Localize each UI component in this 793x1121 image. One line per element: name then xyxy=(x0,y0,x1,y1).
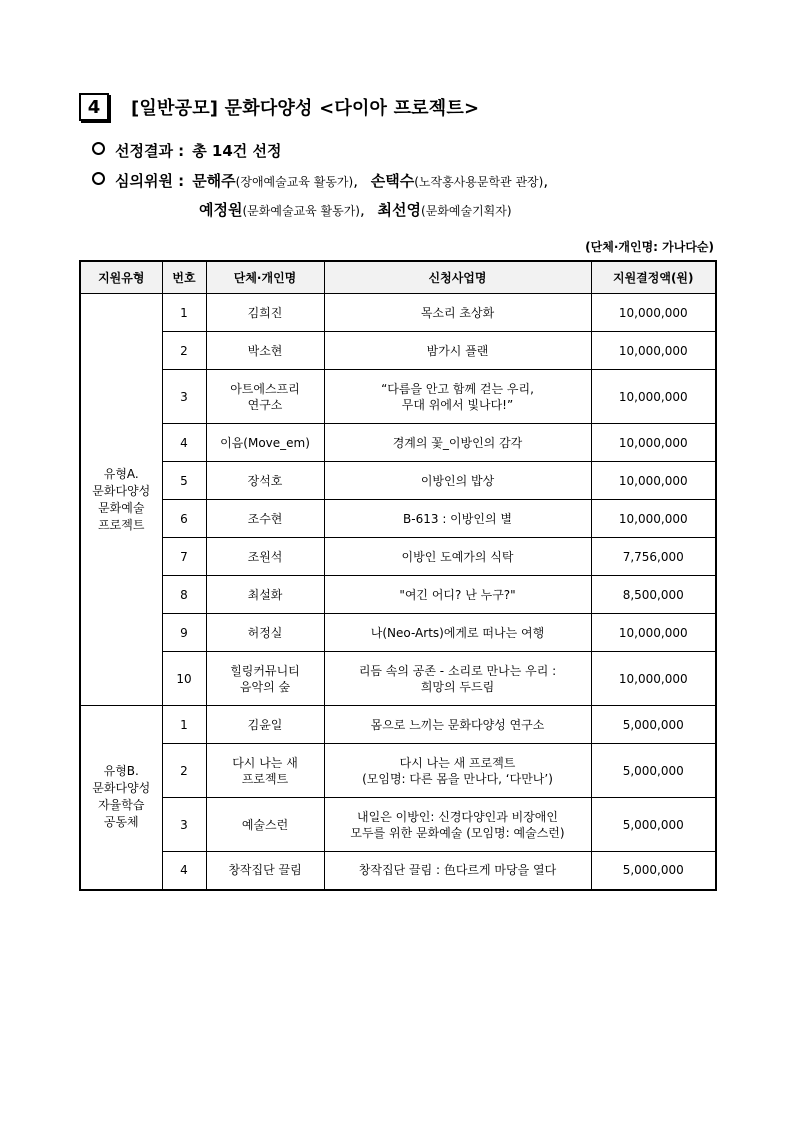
header-amount: 지원결정액(원) xyxy=(591,261,716,294)
table-body xyxy=(80,294,716,890)
section-number: 4 xyxy=(79,93,109,121)
row-project-cell: 경계의 꽃_이방인의 감각 xyxy=(324,424,591,462)
header-name: 단체·개인명 xyxy=(206,261,324,294)
row-number-cell: 4 xyxy=(162,852,206,890)
row-amount-cell: 10,000,000 xyxy=(591,462,716,500)
row-project-cell: 이방인 도예가의 식탁 xyxy=(324,538,591,576)
row-name-cell: 최설화 xyxy=(206,576,324,614)
section-heading xyxy=(79,93,479,121)
header-number: 번호 xyxy=(162,261,206,294)
row-amount-cell: 10,000,000 xyxy=(591,294,716,332)
table-row xyxy=(80,852,716,890)
row-amount-cell: 5,000,000 xyxy=(591,798,716,852)
row-name-cell: 아트에스프리 연구소 xyxy=(206,370,324,424)
row-name-cell: 창작집단 끌림 xyxy=(206,852,324,890)
table-row xyxy=(80,370,716,424)
table-row xyxy=(80,462,716,500)
table-row xyxy=(80,332,716,370)
header-type: 지원유형 xyxy=(80,261,162,294)
row-name-cell: 힐링커뮤니티 음악의 숲 xyxy=(206,652,324,706)
row-number-cell: 2 xyxy=(162,332,206,370)
table-row xyxy=(80,614,716,652)
result-label: 선정결과 : xyxy=(115,142,185,160)
row-name-cell: 조원석 xyxy=(206,538,324,576)
row-number-cell: 5 xyxy=(162,462,206,500)
row-name-cell: 박소현 xyxy=(206,332,324,370)
row-number-cell: 3 xyxy=(162,370,206,424)
row-project-cell: 밤가시 플랜 xyxy=(324,332,591,370)
row-amount-cell: 10,000,000 xyxy=(591,332,716,370)
result-line xyxy=(92,140,281,161)
row-number-cell: 3 xyxy=(162,798,206,852)
row-number-cell: 4 xyxy=(162,424,206,462)
sort-note: (단체·개인명: 가나다순) xyxy=(585,240,714,254)
row-project-cell: 목소리 초상화 xyxy=(324,294,591,332)
row-amount-cell: 7,756,000 xyxy=(591,538,716,576)
table-row xyxy=(80,500,716,538)
table-header-row xyxy=(80,261,716,294)
row-amount-cell: 10,000,000 xyxy=(591,370,716,424)
table-row xyxy=(80,798,716,852)
table-row xyxy=(80,576,716,614)
row-amount-cell: 10,000,000 xyxy=(591,614,716,652)
header-project: 신청사업명 xyxy=(324,261,591,294)
table-row xyxy=(80,424,716,462)
row-project-cell: B-613 : 이방인의 별 xyxy=(324,500,591,538)
row-project-cell: 몸으로 느끼는 문화다양성 연구소 xyxy=(324,706,591,744)
row-amount-cell: 5,000,000 xyxy=(591,852,716,890)
row-project-cell: 나(Neo-Arts)에게로 떠나는 여행 xyxy=(324,614,591,652)
row-name-cell: 예술스런 xyxy=(206,798,324,852)
table-row xyxy=(80,706,716,744)
row-name-cell: 김윤일 xyxy=(206,706,324,744)
row-project-cell: “다름을 안고 함께 걷는 우리, 무대 위에서 빛나다!” xyxy=(324,370,591,424)
row-project-cell: 이방인의 밥상 xyxy=(324,462,591,500)
section-title: [일반공모] 문화다양성 <다이아 프로젝트> xyxy=(131,98,480,119)
row-name-cell: 허정실 xyxy=(206,614,324,652)
row-number-cell: 9 xyxy=(162,614,206,652)
row-project-cell: 창작집단 끌림 : 色다르게 마당을 열다 xyxy=(324,852,591,890)
jury-member-name: 예정원 xyxy=(199,201,243,219)
jury-member-name: 문해주 xyxy=(192,172,236,190)
row-amount-cell: 5,000,000 xyxy=(591,744,716,798)
row-amount-cell: 8,500,000 xyxy=(591,576,716,614)
row-name-cell: 다시 나는 새 프로젝트 xyxy=(206,744,324,798)
group-type-cell: 유형B. 문화다양성 자율학습 공동체 xyxy=(80,706,162,890)
row-project-cell: 다시 나는 새 프로젝트 (모임명: 다른 몸을 만나다, ‘다만나’) xyxy=(324,744,591,798)
row-name-cell: 장석호 xyxy=(206,462,324,500)
table-row xyxy=(80,744,716,798)
result-value: 총 14건 선정 xyxy=(192,142,282,160)
circle-bullet-icon xyxy=(92,172,105,185)
jury-member-role: (문화예술기획자) xyxy=(421,204,512,218)
table-row xyxy=(80,652,716,706)
jury-member-name: 최선영 xyxy=(377,201,422,219)
group-type-cell: 유형A. 문화다양성 문화예술 프로젝트 xyxy=(80,294,162,706)
table-row xyxy=(80,538,716,576)
selection-table xyxy=(79,260,717,891)
jury-member-role: (장애예술교육 활동가) xyxy=(235,175,354,189)
jury-label: 심의위원 : xyxy=(115,172,185,190)
row-name-cell: 조수현 xyxy=(206,500,324,538)
row-number-cell: 8 xyxy=(162,576,206,614)
jury-line-2: 예정원 (문화예술교육 활동가) , 최선영 (문화예술기획자) xyxy=(199,201,512,219)
jury-member-role: (문화예술교육 활동가) xyxy=(242,204,360,218)
table-row xyxy=(80,294,716,332)
row-amount-cell: 5,000,000 xyxy=(591,706,716,744)
row-number-cell: 1 xyxy=(162,294,206,332)
row-number-cell: 10 xyxy=(162,652,206,706)
jury-member-name: 손택수 xyxy=(370,172,415,190)
row-project-cell: 리듬 속의 공존 - 소리로 만나는 우리 : 희망의 두드림 xyxy=(324,652,591,706)
row-number-cell: 7 xyxy=(162,538,206,576)
circle-bullet-icon xyxy=(92,142,105,155)
row-number-cell: 2 xyxy=(162,744,206,798)
row-project-cell: 내일은 이방인: 신경다양인과 비장애인 모두를 위한 문화예술 (모임명: 예술스런) xyxy=(324,798,591,852)
row-project-cell: "여긴 어디? 난 누구?" xyxy=(324,576,591,614)
row-amount-cell: 10,000,000 xyxy=(591,652,716,706)
row-name-cell: 이음(Move_em) xyxy=(206,424,324,462)
jury-member-role: (노작홍사용문학관 관장) xyxy=(414,175,544,189)
row-amount-cell: 10,000,000 xyxy=(591,500,716,538)
row-amount-cell: 10,000,000 xyxy=(591,424,716,462)
row-number-cell: 6 xyxy=(162,500,206,538)
jury-line-1: 심의위원 : 문해주 (장애예술교육 활동가) , 손택수 (노작홍사용문학관 관장) , xyxy=(92,170,556,191)
row-name-cell: 김희진 xyxy=(206,294,324,332)
row-number-cell: 1 xyxy=(162,706,206,744)
